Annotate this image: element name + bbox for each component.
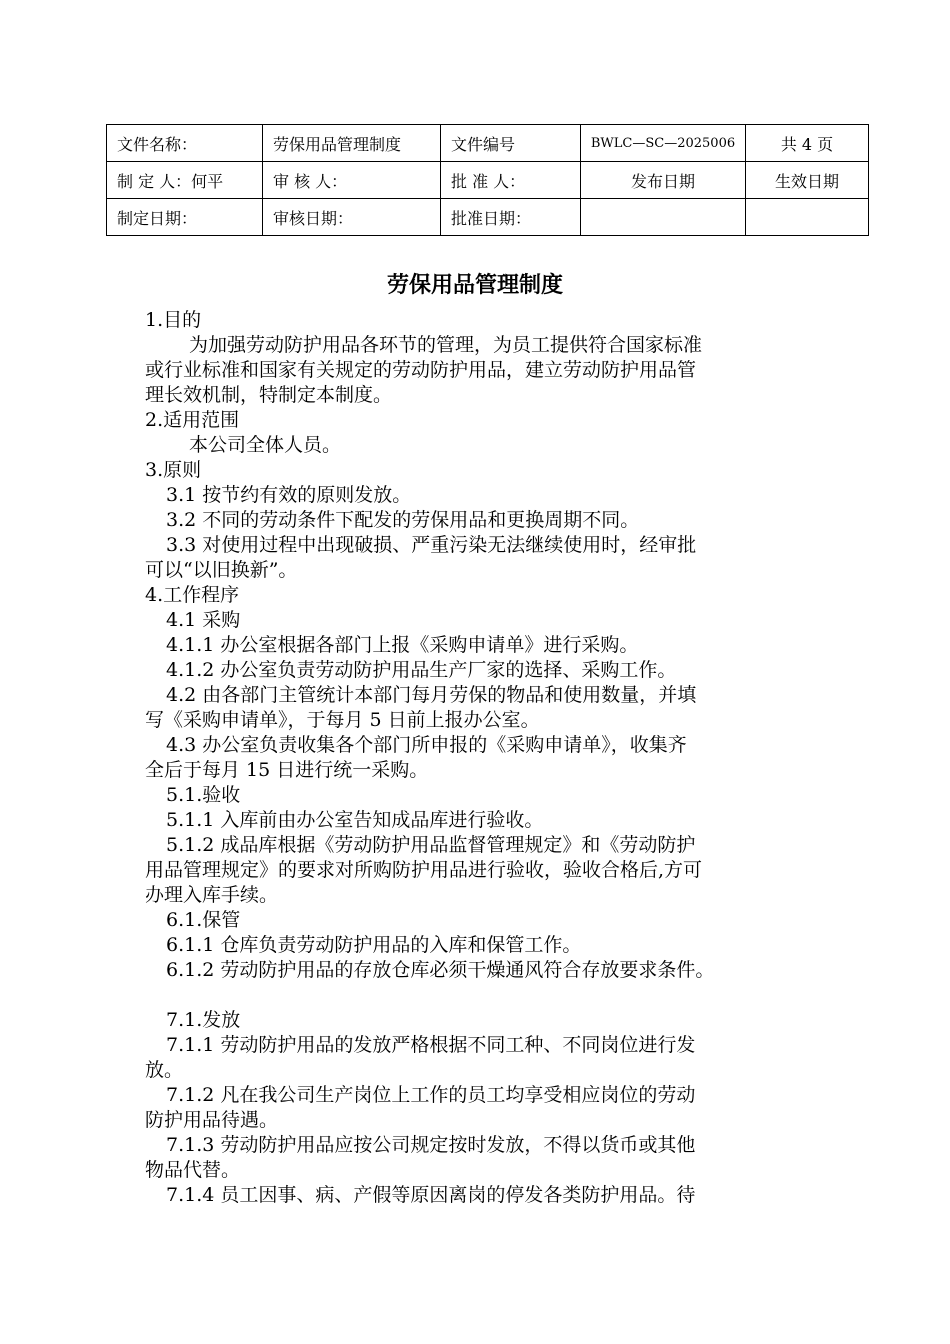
paragraph-line: 4.3 办公室负责收集各个部门所申报的《采购申请单》，收集齐 bbox=[166, 734, 687, 756]
section-heading: 1.目的 bbox=[145, 309, 202, 331]
paragraph-line: 7.1.2 凡在我公司生产岗位上工作的员工均享受相应岗位的劳动 bbox=[166, 1084, 696, 1106]
section-heading: 2.适用范围 bbox=[145, 409, 240, 431]
subsection-heading: 7.1.发放 bbox=[166, 1009, 241, 1031]
paragraph-line: 3.3 对使用过程中出现破损、严重污染无法继续使用时，经审批 bbox=[166, 534, 697, 556]
subsection-heading: 5.1.验收 bbox=[166, 784, 241, 806]
paragraph-line: 3.1 按节约有效的原则发放。 bbox=[166, 484, 412, 506]
paragraph-line: 或行业标准和国家有关规定的劳动防护用品，建立劳动防护用品管 bbox=[145, 359, 697, 381]
release-date-label: 发布日期 bbox=[581, 162, 746, 199]
paragraph-line: 7.1.3 劳动防护用品应按公司规定按时发放，不得以货币或其他 bbox=[166, 1134, 696, 1156]
header-row bbox=[107, 162, 869, 199]
paragraph-line: 为加强劳动防护用品各环节的管理，为员工提供符合国家标准 bbox=[189, 334, 703, 356]
document-body bbox=[145, 308, 825, 1208]
approver-field: 批 准 人： bbox=[441, 162, 581, 199]
paragraph-line: 可以“以旧换新”。 bbox=[145, 559, 298, 581]
paragraph-line: 3.2 不同的劳动条件下配发的劳保用品和更换周期不同。 bbox=[166, 509, 640, 531]
review-date-field: 审核日期： bbox=[263, 199, 441, 236]
paragraph-line: 4.1.2 办公室负责劳动防护用品生产厂家的选择、采购工作。 bbox=[166, 659, 677, 681]
paragraph-line: 防护用品待遇。 bbox=[145, 1109, 279, 1131]
subsection-heading: 4.1 采购 bbox=[166, 609, 241, 631]
paragraph-line: 7.1.4 员工因事、病、产假等原因离岗的停发各类防护用品。待 bbox=[166, 1184, 696, 1206]
effective-date-value bbox=[746, 199, 869, 236]
subsection-heading: 6.1.保管 bbox=[166, 909, 241, 931]
paragraph-line: 6.1.1 仓库负责劳动防护用品的入库和保管工作。 bbox=[166, 934, 582, 956]
paragraph-line: 放。 bbox=[145, 1059, 184, 1081]
header-row bbox=[107, 199, 869, 236]
reviewer-field: 审 核 人： bbox=[263, 162, 441, 199]
page-count: 共 4 页 bbox=[746, 125, 869, 162]
paragraph-line: 6.1.2 劳动防护用品的存放仓库必须干燥通风符合存放要求条件。 bbox=[166, 959, 715, 981]
file-number-value: BWLC—SC—2025006 bbox=[581, 125, 746, 162]
file-name-label: 文件名称： bbox=[107, 125, 263, 162]
approve-date-field: 批准日期： bbox=[441, 199, 581, 236]
release-date-value bbox=[581, 199, 746, 236]
file-name-value: 劳保用品管理制度 bbox=[263, 125, 441, 162]
section-heading: 3.原则 bbox=[145, 459, 202, 481]
document-title: 劳保用品管理制度 bbox=[386, 273, 563, 298]
paragraph-line: 本公司全体人员。 bbox=[189, 434, 342, 456]
file-number-label: 文件编号 bbox=[441, 125, 581, 162]
paragraph-line: 办理入库手续。 bbox=[145, 884, 279, 906]
paragraph-line: 全后于每月 15 日进行统一采购。 bbox=[145, 759, 429, 781]
section-heading: 4.工作程序 bbox=[145, 584, 240, 606]
paragraph-line: 写《采购申请单》，于每月 5 日前上报办公室。 bbox=[145, 709, 540, 731]
paragraph-line: 5.1.2 成品库根据《劳动防护用品监督管理规定》和《劳动防护 bbox=[166, 834, 696, 856]
paragraph-line: 7.1.1 劳动防护用品的发放严格根据不同工种、不同岗位进行发 bbox=[166, 1034, 696, 1056]
paragraph-line: 用品管理规定》的要求对所购防护用品进行验收，验收合格后,方可 bbox=[145, 859, 703, 881]
header-row bbox=[107, 125, 869, 162]
author-date-field: 制定日期： bbox=[107, 199, 263, 236]
document-header-table bbox=[106, 124, 869, 236]
paragraph-line: 4.1.1 办公室根据各部门上报《采购申请单》进行采购。 bbox=[166, 634, 639, 656]
paragraph-line: 物品代替。 bbox=[145, 1159, 241, 1181]
author-field: 制 定 人：何平 bbox=[107, 162, 263, 199]
paragraph-line: 5.1.1 入库前由办公室告知成品库进行验收。 bbox=[166, 809, 544, 831]
paragraph-line: 理长效机制，特制定本制度。 bbox=[145, 384, 393, 406]
blank-line bbox=[145, 983, 825, 1008]
effective-date-label: 生效日期 bbox=[746, 162, 869, 199]
paragraph-line: 4.2 由各部门主管统计本部门每月劳保的物品和使用数量，并填 bbox=[166, 684, 697, 706]
